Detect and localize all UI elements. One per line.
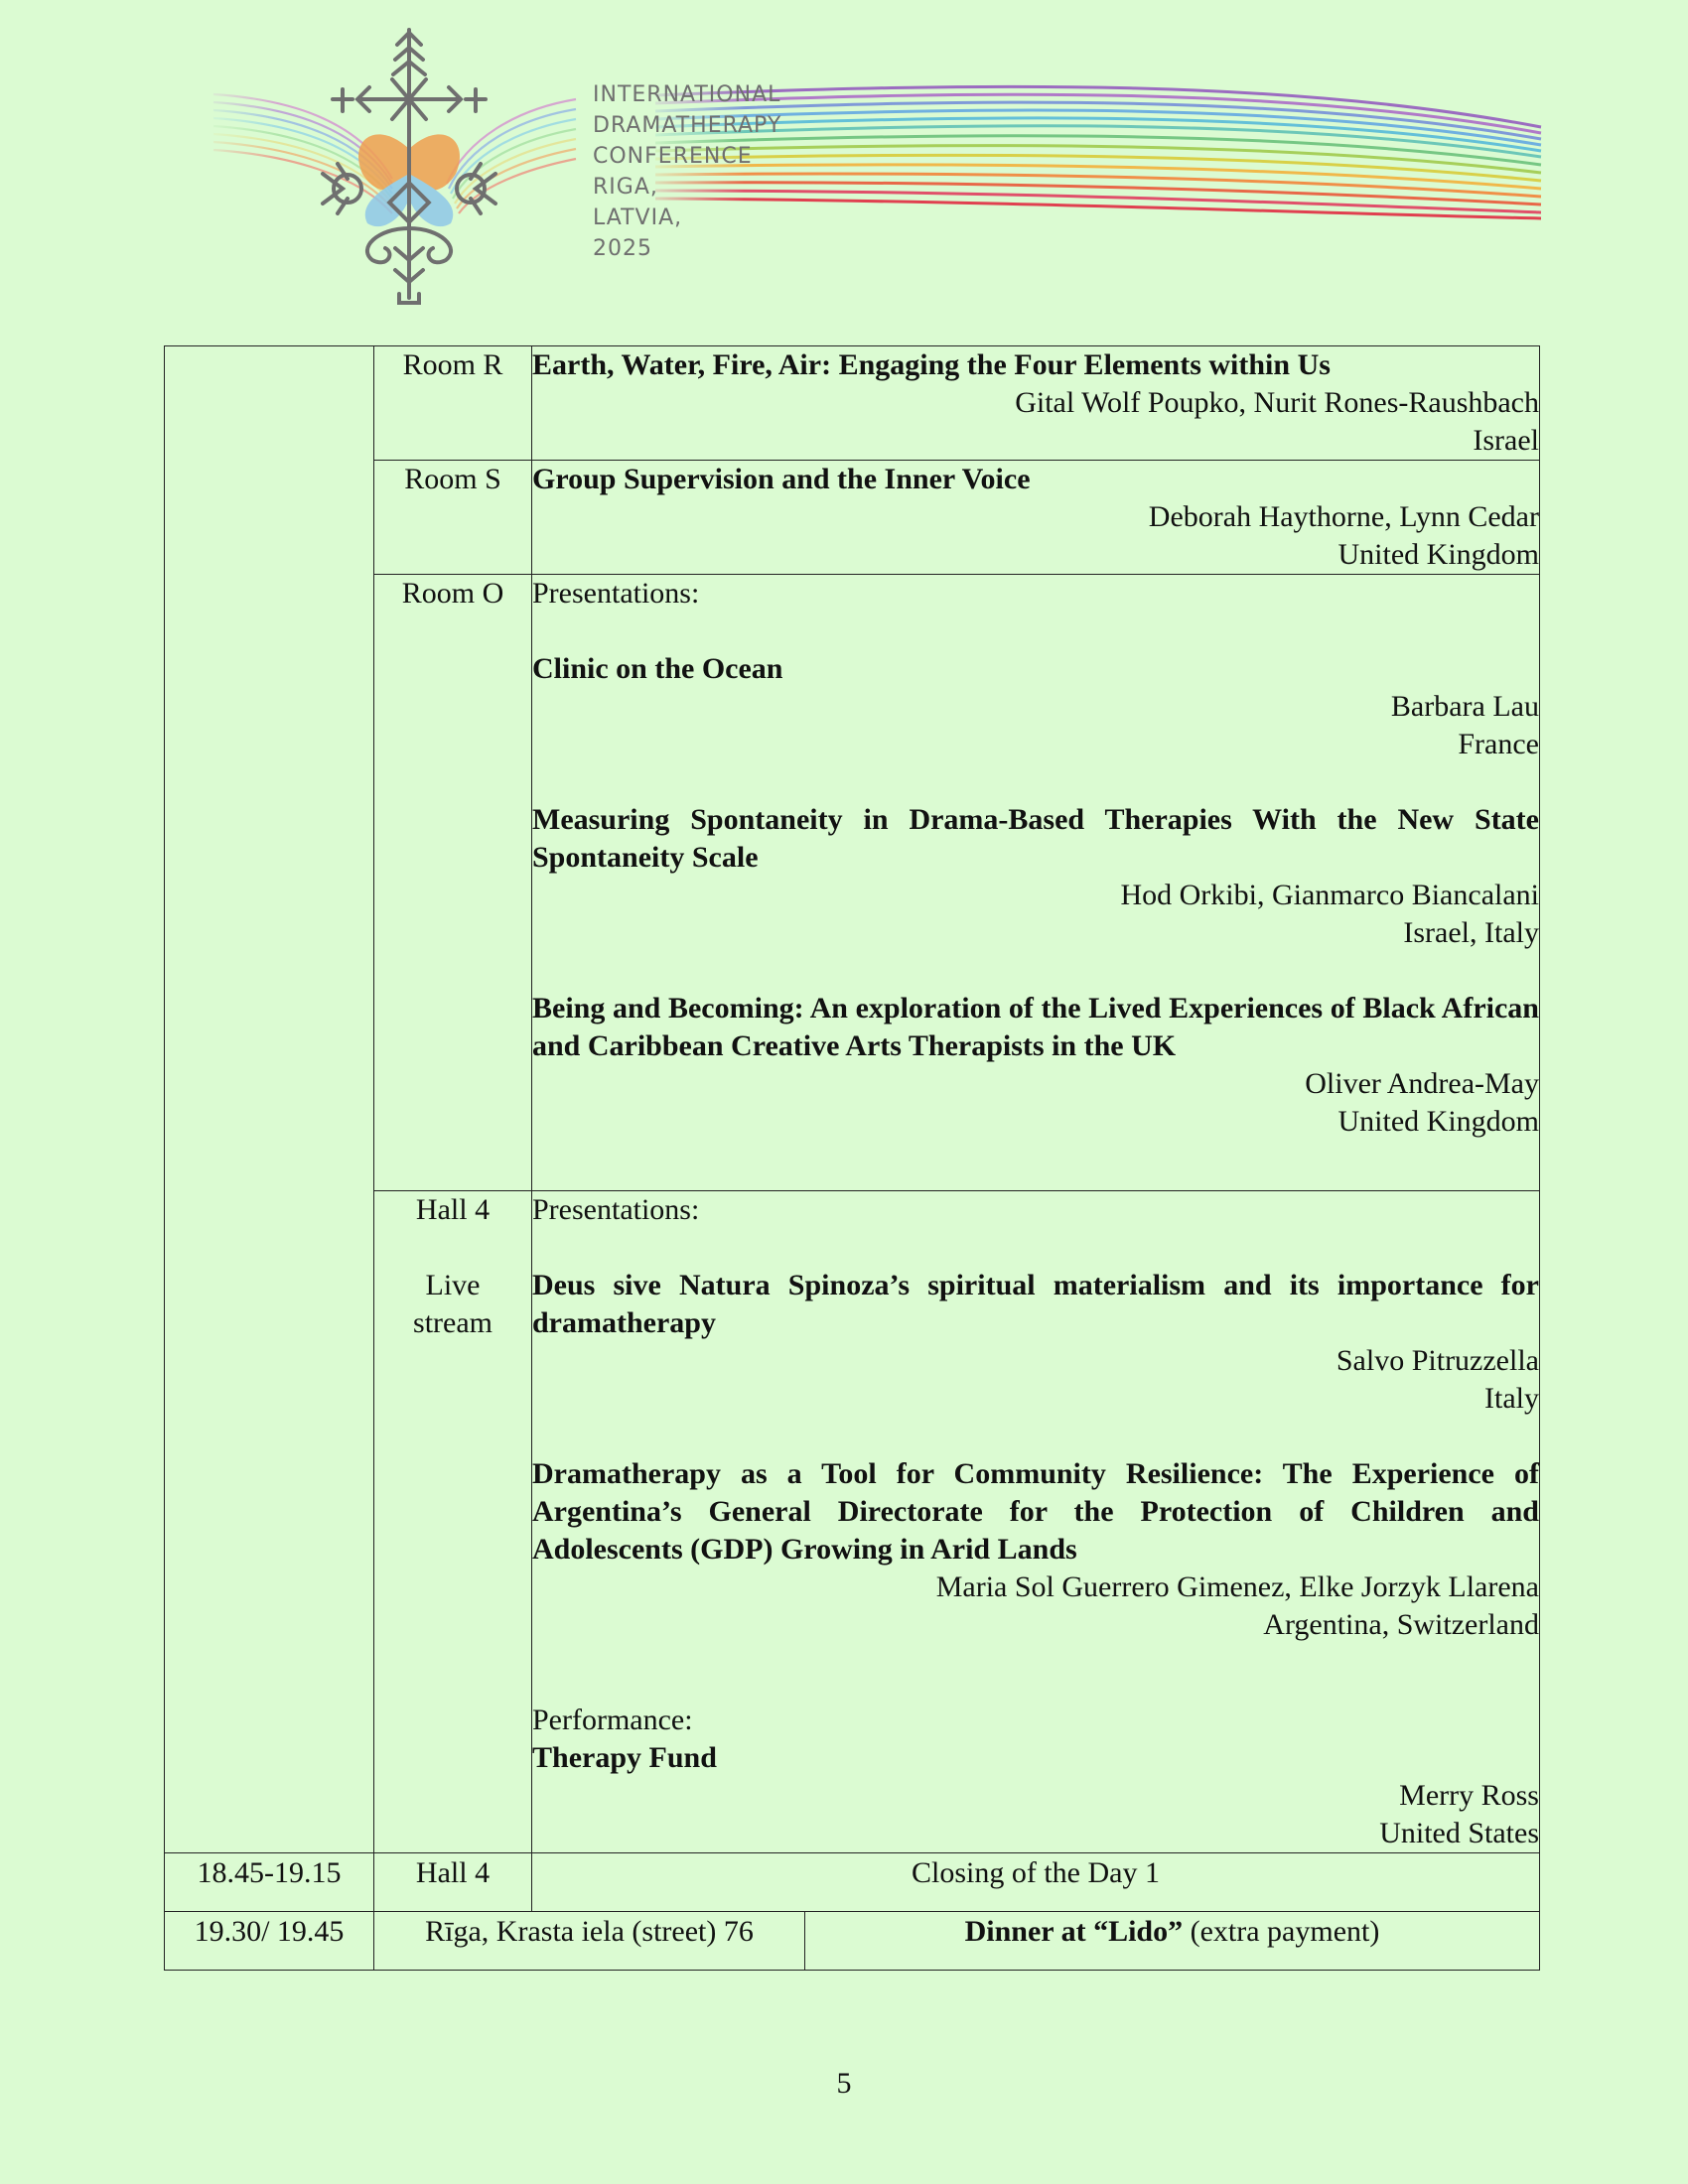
presentation-country: Italy	[1484, 1382, 1539, 1415]
session-content	[532, 575, 1540, 1191]
conference-title-line: INTERNATIONAL	[593, 82, 781, 107]
presentation-presenters: Maria Sol Guerrero Gimenez, Elke Jorzyk Llarena	[935, 1570, 1539, 1603]
conference-title-line: CONFERENCE	[593, 144, 753, 169]
presentation-country: Israel, Italy	[1403, 916, 1539, 949]
presentations-heading: Presentations:	[532, 577, 700, 610]
dinner-row	[165, 1912, 1540, 1971]
page-number: 5	[836, 2067, 852, 2100]
room-cell	[374, 461, 532, 575]
presentation-country: Argentina, Switzerland	[1263, 1608, 1539, 1641]
live-stream-note: stream	[413, 1306, 492, 1339]
conference-header	[0, 0, 1688, 328]
session-content	[532, 346, 1540, 461]
live-stream-note: Live	[425, 1269, 481, 1301]
presentation-country: United Kingdom	[1337, 1105, 1539, 1138]
room-label: Room R	[402, 348, 503, 381]
closing-room: Hall 4	[374, 1853, 532, 1912]
presentation-country: France	[1458, 728, 1539, 760]
conference-logo	[0, 0, 1688, 328]
session-title: Earth, Water, Fire, Air: Engaging the Four Elements within Us	[532, 348, 1331, 381]
session-title: Group Supervision and the Inner Voice	[532, 463, 1031, 495]
presentation-presenters: Barbara Lau	[1390, 690, 1539, 723]
presentation-title: Clinic on the Ocean	[532, 652, 783, 685]
conference-title-line: DRAMATHERAPY	[593, 113, 782, 138]
room-cell	[374, 1191, 532, 1853]
rainbow-wing-right-small	[447, 99, 576, 213]
closing-time: 18.45-19.15	[165, 1853, 374, 1912]
performance-presenters: Merry Ross	[1399, 1779, 1539, 1812]
conference-title-line: 2025	[593, 236, 652, 261]
conference-title	[593, 79, 781, 264]
time-cell-empty	[165, 346, 374, 1853]
presentations-heading: Presentations:	[532, 1193, 700, 1226]
room-cell	[374, 575, 532, 1191]
room-label: Room S	[404, 463, 501, 495]
presentation-title: Dramatherapy as a Tool for Community Resilience: The Experience of Argentina’s General Directorate for the Protection of Children and Adolescents (GDP) Growing in Arid Lands	[532, 1457, 1539, 1566]
presentation-presenters: Oliver Andrea-May	[1305, 1067, 1539, 1100]
conference-title-line: RIGA,	[593, 175, 658, 200]
presentation-title: Measuring Spontaneity in Drama-Based Therapies With the New State Spontaneity Scale	[532, 803, 1539, 874]
session-country: United Kingdom	[1337, 538, 1539, 571]
session-country: Israel	[1473, 424, 1539, 457]
performance-title: Therapy Fund	[532, 1741, 717, 1774]
presentation-title: Being and Becoming: An exploration of the Lived Experiences of Black African and Caribbean Creative Arts Therapists in the UK	[532, 992, 1539, 1062]
dinner-event-title: Dinner at “Lido”	[964, 1915, 1184, 1948]
presentation-presenters: Salvo Pitruzzella	[1336, 1344, 1539, 1377]
room-label: Room O	[401, 577, 504, 610]
closing-event: Closing of the Day 1	[532, 1853, 1540, 1912]
dinner-time: 19.30/ 19.45	[165, 1912, 374, 1971]
session-presenters: Deborah Haythorne, Lynn Cedar	[1148, 500, 1539, 533]
schedule-table	[164, 345, 1540, 1971]
session-content	[532, 1191, 1540, 1853]
session-row-room-r	[165, 346, 1540, 461]
session-content	[532, 461, 1540, 575]
performance-country: United States	[1379, 1817, 1539, 1849]
performance-heading: Performance:	[532, 1704, 693, 1736]
dinner-event-note: (extra payment)	[1183, 1915, 1380, 1948]
session-presenters: Gital Wolf Poupko, Nurit Rones-Raushbach	[1015, 386, 1539, 419]
room-label: Hall 4	[415, 1193, 491, 1226]
conference-title-line: LATVIA,	[593, 205, 683, 230]
room-cell	[374, 346, 532, 461]
dinner-location: Rīga, Krasta iela (street) 76	[374, 1912, 805, 1971]
presentation-title: Deus sive Natura Spinoza’s spiritual materialism and its importance for dramatherapy	[532, 1269, 1539, 1339]
closing-row	[165, 1853, 1540, 1912]
presentation-presenters: Hod Orkibi, Gianmarco Biancalani	[1120, 879, 1539, 911]
dinner-event	[805, 1912, 1540, 1971]
